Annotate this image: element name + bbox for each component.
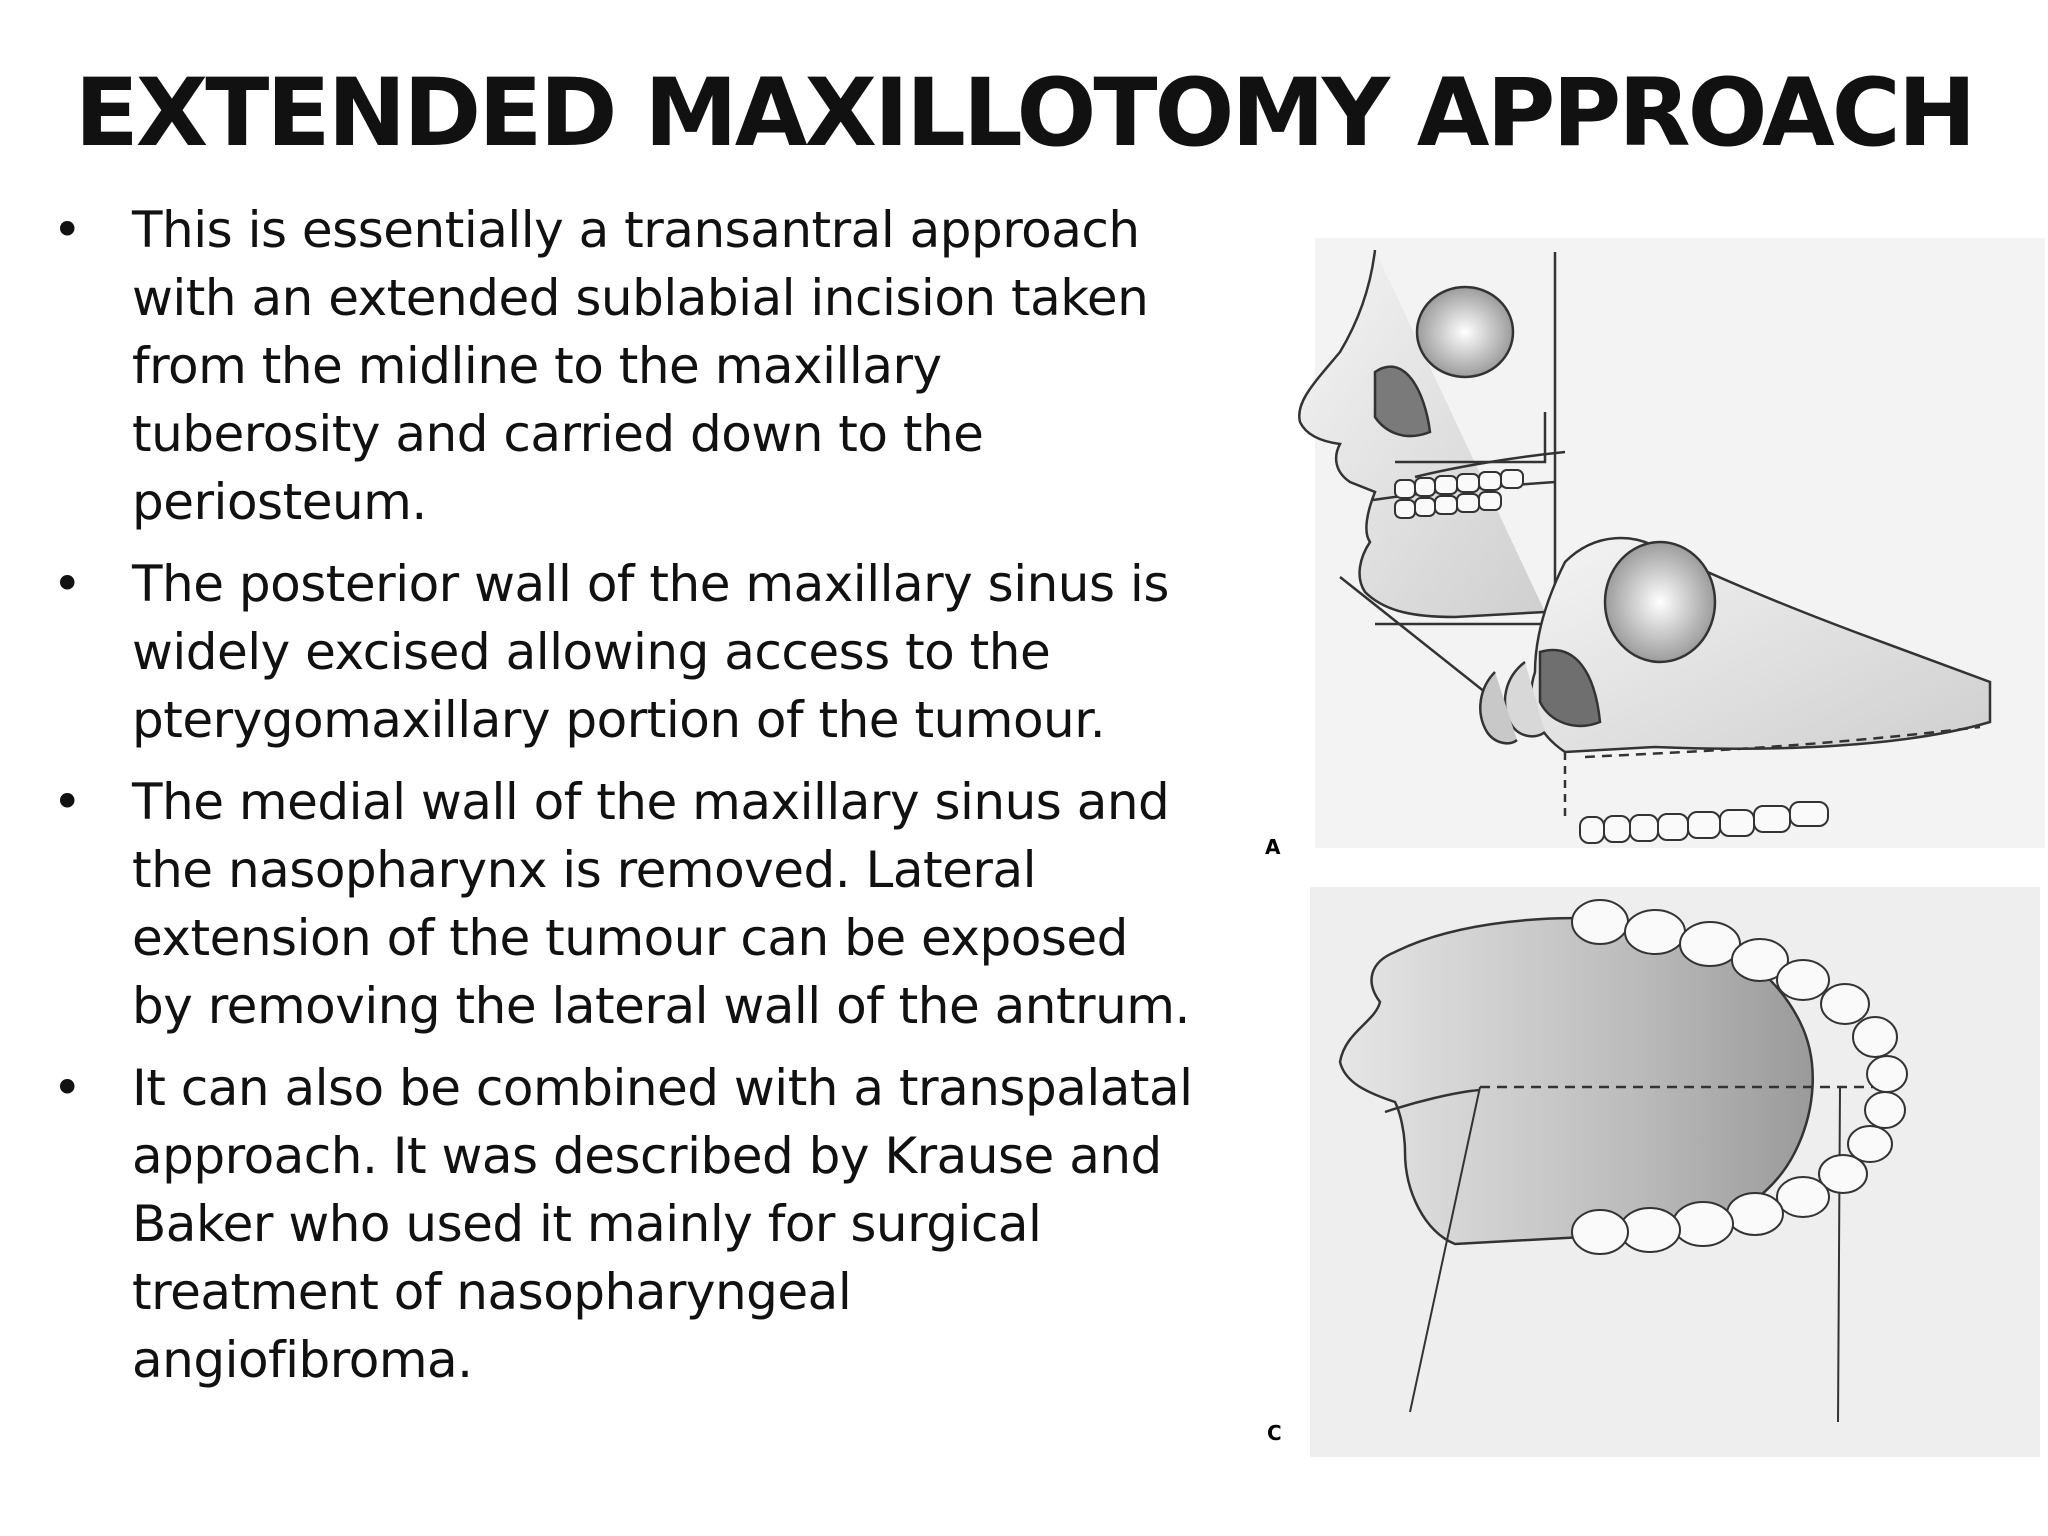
bullet-list (52, 196, 1202, 1408)
bullet-marker: • (52, 773, 82, 831)
bullet-text: It can also be combined with a transpalatal approach. It was described by Krause and Baker who used it mainly for surgical treatment of nasopharyngeal angiofibroma. (132, 1059, 1193, 1389)
bullet-text: This is essentially a transantral approach with an extended sublabial incision taken from the midline to the maxillary tuberosity and carried down to the periosteum. (132, 201, 1149, 531)
bullet-text: The posterior wall of the maxillary sinus is widely excised allowing access to the pterygomaxillary portion of the tumour. (132, 555, 1169, 749)
bullet-text: The medial wall of the maxillary sinus and the nasopharynx is removed. Lateral extension of the tumour can be exposed by removing the lateral wall of the antrum. (132, 773, 1190, 1035)
bullet-item (52, 550, 1202, 754)
bullet-item (52, 768, 1202, 1040)
surgical-illustration (1255, 232, 2045, 1460)
figure-label-c: C (1267, 1421, 1282, 1445)
bullet-marker: • (52, 555, 82, 613)
illustration-svg (1255, 232, 2045, 1460)
bullet-marker: • (52, 1059, 82, 1117)
bullet-marker: • (52, 201, 82, 259)
slide-title: EXTENDED MAXILLOTOMY APPROACH (74, 59, 1974, 168)
figure-label-a: A (1265, 835, 1281, 859)
bullet-item (52, 196, 1202, 536)
bullet-item (52, 1054, 1202, 1394)
